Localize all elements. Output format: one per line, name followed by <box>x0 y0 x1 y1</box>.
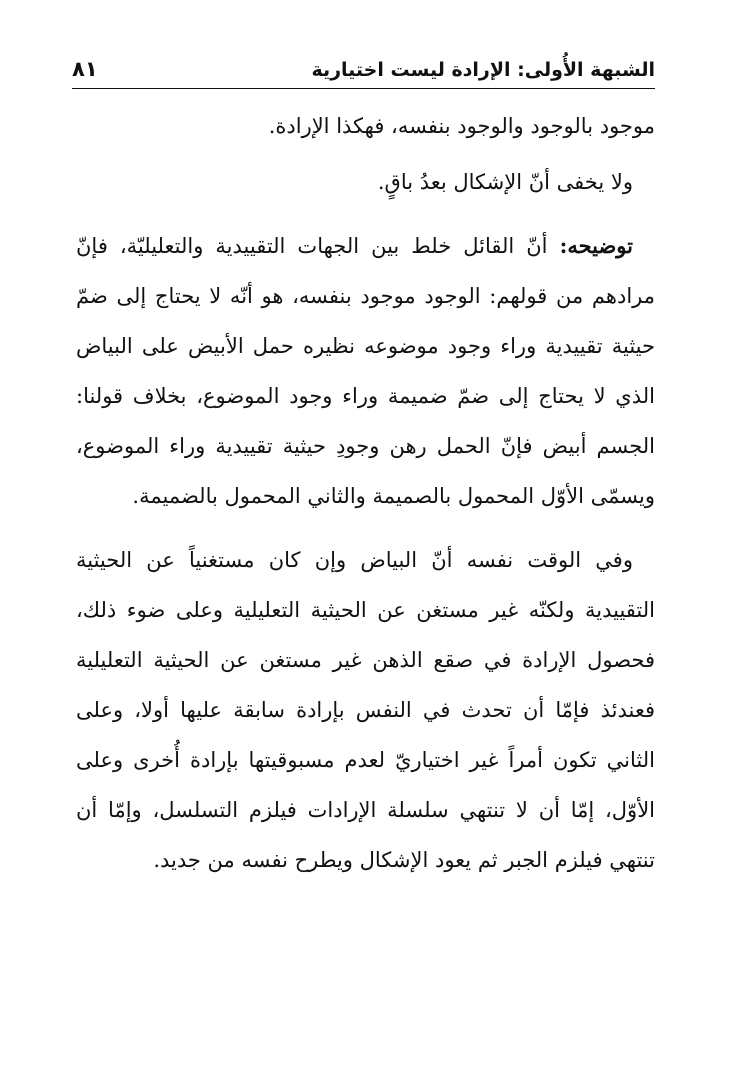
page-number: ٨١ <box>72 56 98 81</box>
page-body <box>76 101 655 885</box>
paragraph-3 <box>76 221 655 521</box>
paragraph-3-body: أنّ القائل خلط بين الجهات التقييدية والتعليليّة، فإنّ مرادهم من قولهم: الوجود موجود بنفسه، هو أنّه لا يحتاج إلى ضمّ حيثية تقييدية وراء وجود موضوعه نظيره حمل الأبيض على البياض الذي لا يحتاج إلى ضمّ ضميمة وراء وجود الموضوع، بخلاف قولنا: الجسم أبيض فإنّ الحمل رهن وجودِ حيثية تقييدية وراء الموضوع، ويسمّى الأوّل المحمول بالصميمة والثاني المحمول بالضميمة. <box>76 234 655 508</box>
paragraph-3-lead: توضيحه: <box>559 233 633 258</box>
paragraph-1: موجود بالوجود والوجود بنفسه، فهكذا الإرادة. <box>268 114 655 138</box>
running-header <box>72 42 655 82</box>
paragraph-4: وفي الوقت نفسه أنّ البياض وإن كان مستغنياً عن الحيثية التقييدية ولكنّه غير مستغن عن الحيثية التعليلية وعلى ضوء ذلك، فحصول الإرادة في صقع الذهن غير مستغن عن الحيثية التعليلية فعندئذ فإمّا أن تحدث في النفس بإرادة سابقة عليها أولا، وعلى الثاني تكون أمراً غير اختياريّ لعدم مسبوقيتها بإرادة أُخرى وعلى الأوّل، إمّا أن لا تنتهي سلسلة الإرادات فيلزم التسلسل، وإمّا أن تنتهي فيلزم الجبر ثم يعود الإشكال ويطرح نفسه من جديد. <box>76 548 655 872</box>
header-divider <box>72 88 655 89</box>
paragraph-2: ولا يخفى أنّ الإشكال بعدُ باقٍ. <box>377 170 633 194</box>
running-header-title: الشبهة الأُولى: الإرادة ليست اختيارية <box>311 59 655 82</box>
